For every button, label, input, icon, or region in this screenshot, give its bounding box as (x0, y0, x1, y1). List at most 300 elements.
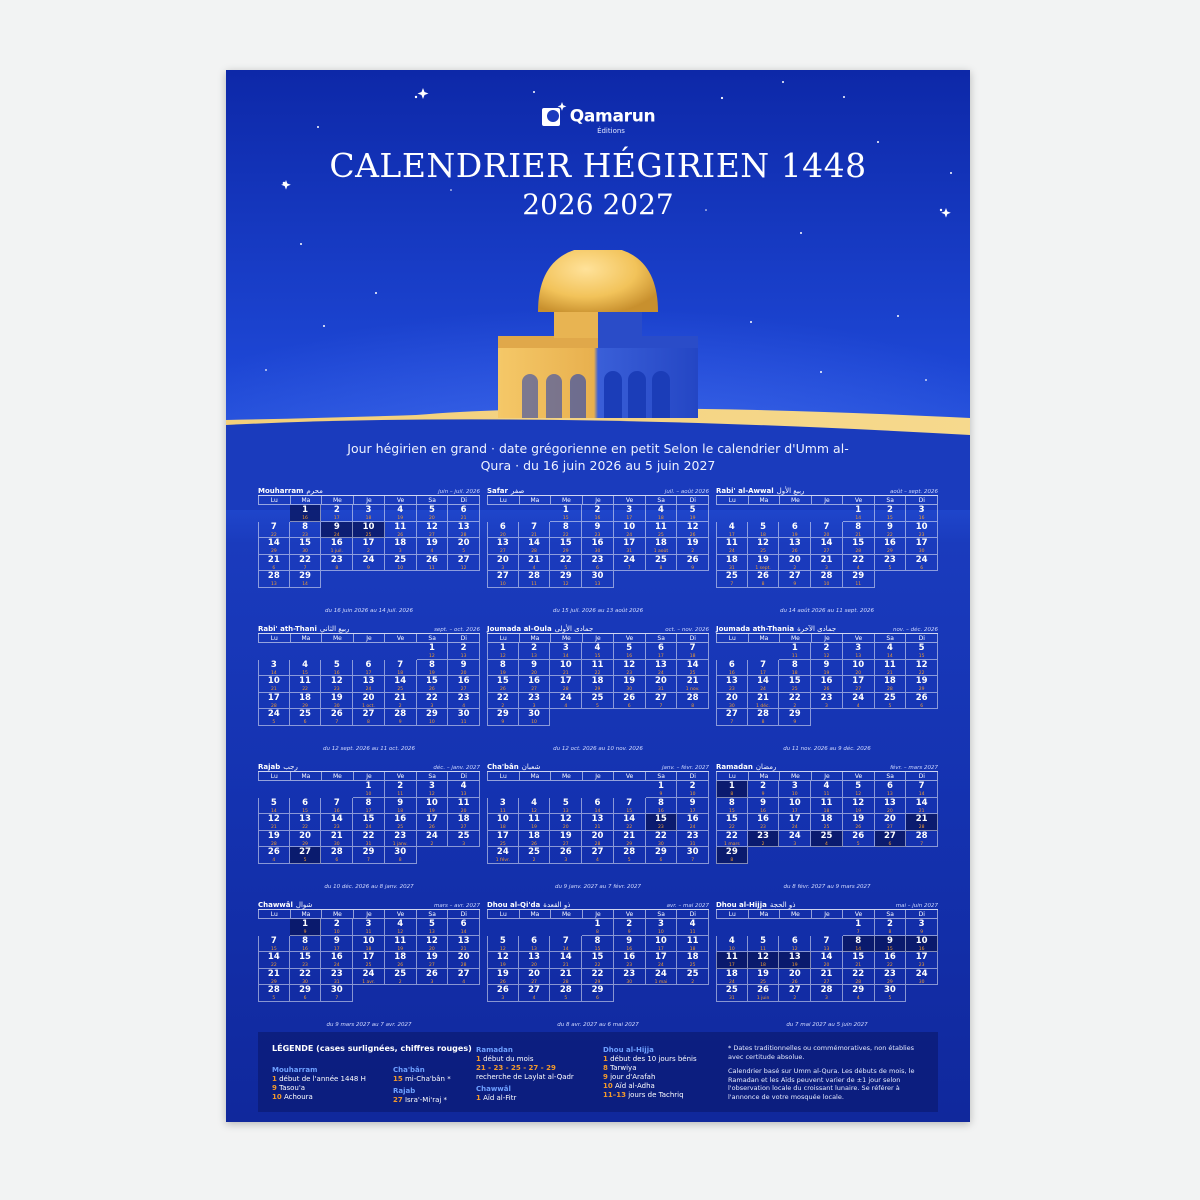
day-cell (487, 522, 519, 539)
day-cell (614, 693, 646, 710)
day-cell (716, 969, 748, 986)
month-header (716, 898, 938, 910)
hijri-day: 1 (791, 643, 798, 653)
legend-heading: Ramadan (476, 1046, 513, 1054)
gregorian-day: 10 (791, 792, 798, 797)
day-cell (906, 936, 938, 953)
day-cell (487, 676, 519, 693)
hijri-day: 1 (855, 919, 862, 929)
gregorian-day: 17 (658, 946, 664, 952)
month-name (716, 487, 804, 495)
legend-col-dhou-al-hijja (603, 1046, 697, 1100)
day-cell (258, 969, 290, 986)
month-days (487, 919, 709, 1002)
hijri-day: 17 (788, 814, 801, 824)
day-cell (321, 709, 353, 726)
gregorian-day: 9 (398, 720, 402, 725)
gregorian-day: 13 (460, 792, 467, 797)
day-cell (448, 676, 480, 693)
day-cell (748, 709, 780, 726)
day-cell (646, 693, 678, 710)
day-cell (353, 505, 385, 522)
gregorian-day: 11 (689, 930, 696, 935)
hijri-day: 26 (757, 985, 769, 995)
hijri-day: 11 (528, 814, 540, 824)
gregorian-day: 7 (730, 720, 734, 725)
legend-text: début des 10 jours bénis (607, 1055, 697, 1063)
hijri-day: 23 (330, 968, 343, 979)
hijri-day: 17 (915, 538, 928, 548)
legend-item (476, 1073, 574, 1082)
gregorian-day: 8 (596, 930, 599, 935)
legend-number: 10 (603, 1082, 613, 1090)
hijri-day: 17 (623, 538, 636, 548)
day-cell (385, 571, 417, 588)
hijri-day: 11 (591, 659, 604, 670)
day-cell (385, 814, 417, 831)
hijri-day: 9 (823, 659, 830, 670)
day-cell (258, 919, 290, 936)
hijri-day: 6 (728, 659, 735, 670)
gregorian-day: 11 (365, 930, 372, 935)
day-cell (779, 538, 811, 555)
page-years: 2026 2027 (522, 188, 674, 221)
hijri-day: 6 (791, 935, 798, 946)
day-cell (779, 952, 811, 969)
hijri-day: 10 (915, 935, 928, 946)
hijri-day: 22 (655, 830, 667, 841)
hijri-day: 16 (528, 676, 540, 686)
hijri-day: 18 (457, 814, 470, 824)
gregorian-day: 24 (689, 825, 696, 830)
day-cell (290, 505, 322, 522)
day-cell (811, 985, 843, 1002)
day-cell (677, 505, 709, 522)
gregorian-day: 22 (918, 670, 925, 676)
hijri-day: 19 (757, 554, 769, 565)
day-cell (487, 985, 519, 1002)
hijri-day: 8 (302, 935, 309, 946)
day-cell (677, 781, 709, 798)
day-cell (290, 814, 322, 831)
day-cell (519, 505, 551, 522)
weekday-label: Lu (258, 910, 291, 919)
gregorian-day: 23 (333, 825, 340, 830)
gregorian-day: 28 (270, 841, 277, 847)
hijri-day: 6 (886, 781, 893, 791)
hijri-day: 6 (460, 919, 467, 929)
day-cell (677, 676, 709, 693)
day-cell (448, 571, 480, 588)
gregorian-day: 4 (532, 996, 536, 1001)
month-period: oct. – nov. 2026 (665, 627, 709, 633)
legend-item (272, 1093, 366, 1102)
weekday-header (258, 496, 480, 505)
hijri-day: 1 (562, 505, 569, 515)
hijri-day: 27 (788, 571, 801, 581)
day-cell (550, 693, 582, 710)
hijri-day: 27 (496, 571, 509, 581)
weekday-label: Je (354, 910, 386, 919)
gregorian-day: 5 (564, 996, 568, 1001)
weekday-label: Lu (716, 496, 749, 505)
day-cell (875, 522, 907, 539)
hijri-day: 1 (855, 505, 862, 515)
hijri-day: 20 (496, 554, 509, 565)
month-period: juil. – août 2026 (664, 489, 709, 495)
hijri-day: 30 (884, 985, 896, 995)
gregorian-day: 14 (302, 582, 308, 587)
legend-number: 10 (272, 1093, 282, 1101)
hijri-day: 17 (852, 676, 865, 686)
hijri-day: 9 (886, 935, 893, 946)
gregorian-day: 4 (856, 565, 860, 571)
day-cell (646, 555, 678, 572)
hijri-day: 19 (757, 968, 769, 979)
gregorian-day: 16 (302, 946, 308, 952)
gregorian-day: 18 (689, 946, 696, 952)
day-cell (614, 660, 646, 677)
month-name-latin: Joumada ath-Thania (716, 625, 795, 633)
gregorian-day: 26 (397, 532, 404, 538)
gregorian-day: 21 (562, 670, 569, 676)
month-2 (487, 484, 709, 614)
gregorian-day: 31 (626, 549, 633, 554)
day-cell (716, 555, 748, 572)
gregorian-day: 15 (887, 516, 893, 521)
hijri-day: 21 (820, 554, 833, 565)
hijri-day: 7 (918, 781, 925, 791)
day-cell (385, 693, 417, 710)
day-cell (321, 676, 353, 693)
hijri-day: 10 (915, 521, 928, 532)
legend-number: 1 (603, 1055, 608, 1063)
day-cell (385, 538, 417, 555)
hijri-day: 16 (686, 814, 699, 824)
day-cell (811, 798, 843, 815)
gregorian-day: 15 (728, 808, 735, 814)
day-cell (519, 831, 551, 848)
gregorian-day: 1 mai (654, 979, 668, 985)
gregorian-day: 30 (626, 979, 633, 985)
hijri-day: 5 (333, 659, 340, 670)
gregorian-day: 5 (856, 841, 860, 847)
hijri-day: 29 (788, 709, 801, 719)
day-cell (290, 643, 322, 660)
gregorian-day: 9 (501, 720, 505, 725)
gregorian-day: 25 (791, 687, 798, 692)
gregorian-day: 13 (531, 654, 537, 659)
gregorian-day: 27 (562, 841, 569, 847)
day-cell (614, 555, 646, 572)
weekday-label: Ma (520, 772, 552, 781)
calendar-poster (226, 70, 970, 1122)
gregorian-day: 19 (823, 670, 830, 676)
month-4 (258, 622, 480, 752)
gregorian-day: 20 (823, 963, 830, 968)
gregorian-day: 20 (562, 825, 569, 830)
day-cell (353, 522, 385, 539)
day-cell (582, 709, 614, 726)
day-cell (646, 952, 678, 969)
gregorian-day: 13 (429, 930, 435, 935)
gregorian-day: 25 (397, 687, 404, 692)
hijri-day: 16 (884, 538, 896, 548)
hijri-day: 24 (655, 968, 667, 979)
gregorian-day: 3 (825, 565, 828, 571)
gregorian-day: 29 (302, 841, 308, 847)
gregorian-day: 29 (562, 549, 569, 554)
hijri-day: 22 (496, 692, 509, 703)
gregorian-day: 11 (823, 792, 830, 797)
day-cell (748, 781, 780, 798)
gregorian-day: 23 (626, 963, 633, 968)
weekday-label: Ve (614, 910, 646, 919)
legend-number: 27 (393, 1096, 403, 1104)
day-cell (582, 936, 614, 953)
gregorian-day: 22 (270, 963, 277, 968)
legend-col-ramadan-chawwal (476, 1046, 574, 1103)
gregorian-day: 7 (691, 858, 695, 863)
day-cell (353, 538, 385, 555)
day-cell (582, 676, 614, 693)
gregorian-day: 31 (689, 841, 696, 847)
hijri-day: 30 (394, 847, 407, 857)
hijri-day: 18 (299, 692, 311, 703)
gregorian-day: 15 (594, 654, 601, 659)
hijri-day: 8 (855, 521, 862, 532)
day-cell (811, 831, 843, 848)
gregorian-day: 22 (302, 687, 308, 692)
gregorian-day: 12 (855, 792, 862, 797)
hijri-day: 19 (852, 814, 865, 824)
hijri-day: 29 (299, 985, 311, 995)
gregorian-day: 18 (760, 963, 766, 968)
gregorian-day: 10 (728, 946, 735, 952)
month-7 (258, 760, 480, 890)
gregorian-day: 3 (501, 996, 505, 1001)
gregorian-day: 31 (728, 565, 735, 571)
day-cell (906, 538, 938, 555)
day-cell (811, 781, 843, 798)
weekday-label: Di (677, 496, 709, 505)
hijri-day: 28 (267, 571, 280, 581)
hijri-day: 21 (528, 554, 540, 565)
gregorian-day: 22 (594, 963, 601, 968)
gregorian-day: 30 (302, 549, 308, 554)
day-cell (258, 985, 290, 1002)
day-cell (417, 831, 449, 848)
day-cell (716, 936, 748, 953)
day-cell (677, 555, 709, 572)
day-cell (716, 781, 748, 798)
day-cell (550, 985, 582, 1002)
day-cell (417, 538, 449, 555)
gregorian-day: 31 (658, 687, 664, 692)
gregorian-day: 19 (791, 963, 798, 968)
hijri-day: 13 (496, 538, 509, 548)
hijri-day: 20 (528, 968, 540, 979)
day-cell (353, 643, 385, 660)
hijri-day: 22 (852, 968, 865, 979)
day-cell (353, 952, 385, 969)
hijri-day: 7 (531, 521, 538, 532)
hijri-day: 19 (496, 968, 509, 979)
day-cell (716, 798, 748, 815)
gregorian-day: 12 (499, 946, 506, 952)
hijri-day: 25 (655, 554, 667, 565)
gregorian-day: 28 (887, 687, 893, 692)
month-6 (716, 622, 938, 752)
day-cell (748, 538, 780, 555)
hijri-day: 7 (270, 521, 277, 532)
day-cell (646, 709, 678, 726)
gregorian-day: 19 (429, 670, 435, 676)
day-cell (417, 676, 449, 693)
gregorian-day: 6 (627, 703, 631, 709)
weekday-label: Lu (487, 772, 520, 781)
hijri-day: 11 (299, 676, 311, 686)
gregorian-day: 9 (793, 720, 797, 725)
hijri-day: 2 (594, 505, 601, 515)
day-cell (843, 571, 875, 588)
gregorian-day: 8 (730, 858, 734, 863)
day-cell (550, 709, 582, 726)
day-cell (716, 660, 748, 677)
gregorian-day: 6 (596, 565, 599, 571)
hijri-day: 27 (655, 692, 667, 703)
hijri-day: 11 (457, 797, 470, 808)
day-cell (550, 676, 582, 693)
gregorian-day: 15 (918, 654, 925, 659)
month-name-latin: Joumada al-Oula (487, 625, 552, 633)
gregorian-day: 4 (532, 565, 536, 571)
day-cell (417, 709, 449, 726)
legend-item (393, 1096, 451, 1105)
gregorian-day: 26 (823, 687, 830, 692)
weekday-header (487, 496, 709, 505)
day-cell (550, 798, 582, 815)
gregorian-day: 24 (728, 549, 735, 554)
day-cell (448, 693, 480, 710)
gregorian-day: 10 (499, 582, 506, 587)
day-cell (321, 505, 353, 522)
hijri-day: 30 (591, 571, 604, 581)
hijri-day: 2 (531, 643, 538, 653)
gregorian-day: 13 (823, 946, 830, 952)
day-cell (875, 643, 907, 660)
gregorian-day: 18 (499, 825, 506, 830)
day-cell (646, 538, 678, 555)
day-cell (487, 709, 519, 726)
day-cell (487, 969, 519, 986)
hijri-day: 25 (725, 985, 738, 995)
day-cell (385, 781, 417, 798)
day-cell (487, 693, 519, 710)
day-cell (385, 952, 417, 969)
legend-number: 1 (476, 1094, 481, 1102)
gregorian-day: 21 (594, 825, 601, 830)
hijri-day: 3 (499, 797, 506, 808)
day-cell (843, 660, 875, 677)
day-cell (875, 831, 907, 848)
day-cell (811, 936, 843, 953)
month-12 (716, 898, 938, 1028)
gregorian-day: 6 (303, 720, 307, 725)
day-cell (843, 505, 875, 522)
hijri-day: 7 (689, 643, 696, 653)
hijri-day: 6 (531, 935, 538, 946)
hijri-day: 6 (594, 797, 601, 808)
gregorian-day: 14 (562, 946, 569, 952)
day-cell (487, 936, 519, 953)
day-cell (811, 676, 843, 693)
hijri-day: 28 (686, 692, 699, 703)
day-cell (550, 571, 582, 588)
hijri-day: 12 (426, 935, 438, 946)
gregorian-day: 27 (460, 825, 467, 830)
legend-heading: Rajab (393, 1087, 416, 1095)
hijri-day: 26 (757, 571, 769, 581)
gregorian-day: 4 (462, 703, 466, 709)
hijri-day: 6 (791, 521, 798, 532)
hijri-day: 14 (757, 676, 769, 686)
day-cell (519, 709, 551, 726)
day-cell (353, 969, 385, 986)
gregorian-day: 14 (855, 946, 862, 952)
day-cell (811, 505, 843, 522)
hijri-day: 27 (457, 968, 470, 979)
hijri-day: 26 (426, 554, 438, 565)
gregorian-day: 23 (658, 825, 664, 830)
hijri-day: 12 (915, 659, 928, 670)
weekday-label: Je (812, 772, 844, 781)
gregorian-day: 5 (462, 549, 466, 554)
gregorian-day: 22 (887, 532, 893, 538)
hijri-day: 24 (915, 968, 928, 979)
gregorian-day: 9 (691, 565, 695, 571)
day-cell (417, 781, 449, 798)
hijri-day: 19 (426, 952, 438, 962)
gregorian-day: 8 (888, 930, 892, 935)
hijri-day: 12 (426, 521, 438, 532)
hijri-day: 10 (267, 676, 280, 686)
hijri-day: 22 (852, 554, 865, 565)
hijri-day: 3 (270, 659, 277, 670)
gregorian-day: 21 (270, 825, 277, 830)
day-cell (321, 814, 353, 831)
day-cell (906, 831, 938, 848)
day-cell (748, 643, 780, 660)
gregorian-day: 14 (594, 808, 601, 814)
gregorian-day: 2 (501, 703, 505, 709)
gregorian-day: 6 (659, 858, 663, 863)
weekday-label: Di (906, 910, 938, 919)
gregorian-day: 17 (658, 654, 664, 659)
month-name-latin: Rabi' ath-Thani (258, 625, 317, 633)
day-cell (875, 709, 907, 726)
day-cell (448, 505, 480, 522)
hijri-day: 20 (362, 692, 375, 703)
hijri-day: 5 (760, 521, 767, 532)
legend-title: LÉGENDE (cases surlignées, chiffres rouges) (272, 1044, 472, 1053)
weekday-label: Lu (487, 634, 520, 643)
gregorian-day: 19 (429, 808, 435, 814)
day-cell (677, 538, 709, 555)
weekday-label: Lu (716, 772, 749, 781)
hijri-day: 3 (855, 643, 862, 653)
gregorian-day: 5 (303, 858, 307, 863)
